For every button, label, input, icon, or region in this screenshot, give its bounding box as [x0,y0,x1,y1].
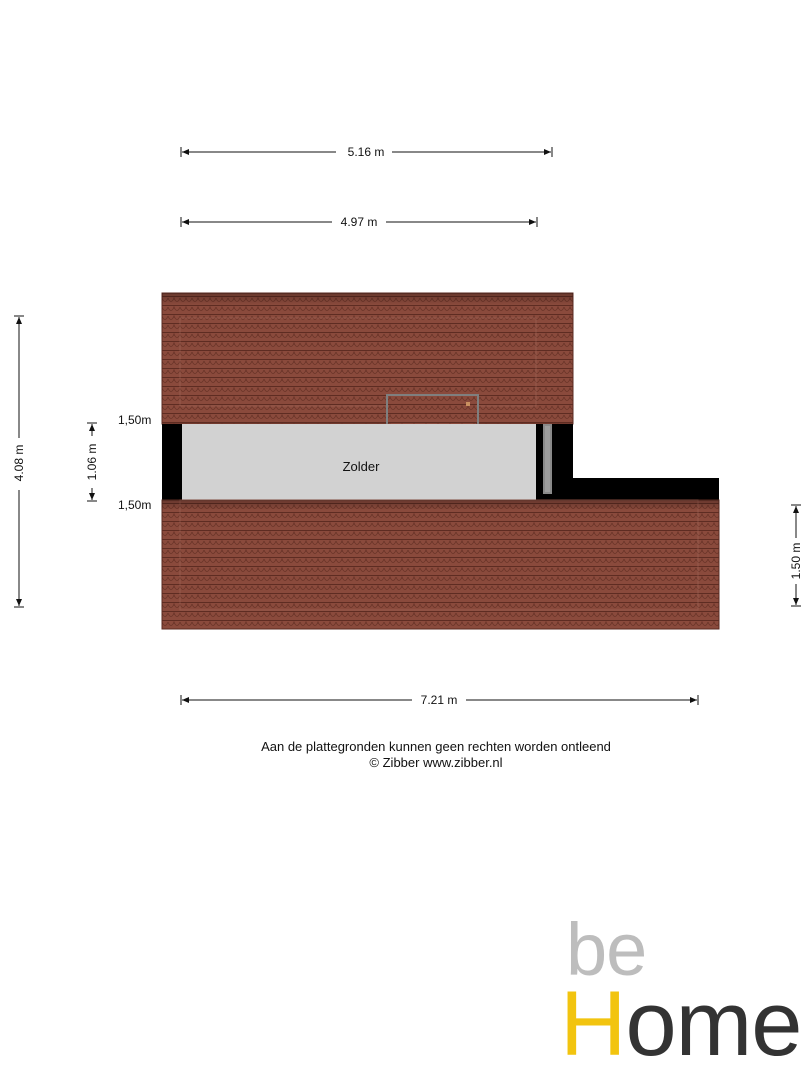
roof-lower [162,500,719,629]
roof-upper [162,293,573,424]
logo-letter-h: H [560,973,626,1075]
room-label: Zolder [342,459,380,474]
copyright-text: © Zibber www.zibber.nl [369,755,503,770]
wall-right-extension [573,478,719,500]
logo-home-text [560,973,802,1075]
logo-be-text: be [566,908,647,991]
dimension-bottom [181,693,698,707]
logo-ome: ome [625,973,802,1075]
dimension-label-right: 1.50 m [789,542,803,580]
height-label-lower: 1,50m [118,498,152,512]
dimension-label-bottom: 7.21 m [420,693,458,707]
dimension-top-inner [181,215,537,229]
dimension-left-total [12,316,26,607]
wall-left [162,424,182,500]
dimension-right [789,505,803,606]
dimension-label-top-outer: 5.16 m [347,145,385,159]
dimension-left-inner [85,423,99,501]
dimension-top-outer [181,145,552,159]
dimension-label-top-inner: 4.97 m [340,215,378,229]
roof-right-strip [536,424,573,500]
dimension-label-left-inner: 1.06 m [85,443,99,481]
dimension-label-left-total: 4.08 m [12,444,26,482]
disclaimer-text: Aan de plattegronden kunnen geen rechten worden ontleend [261,739,611,754]
height-label-upper: 1,50m [118,413,152,427]
